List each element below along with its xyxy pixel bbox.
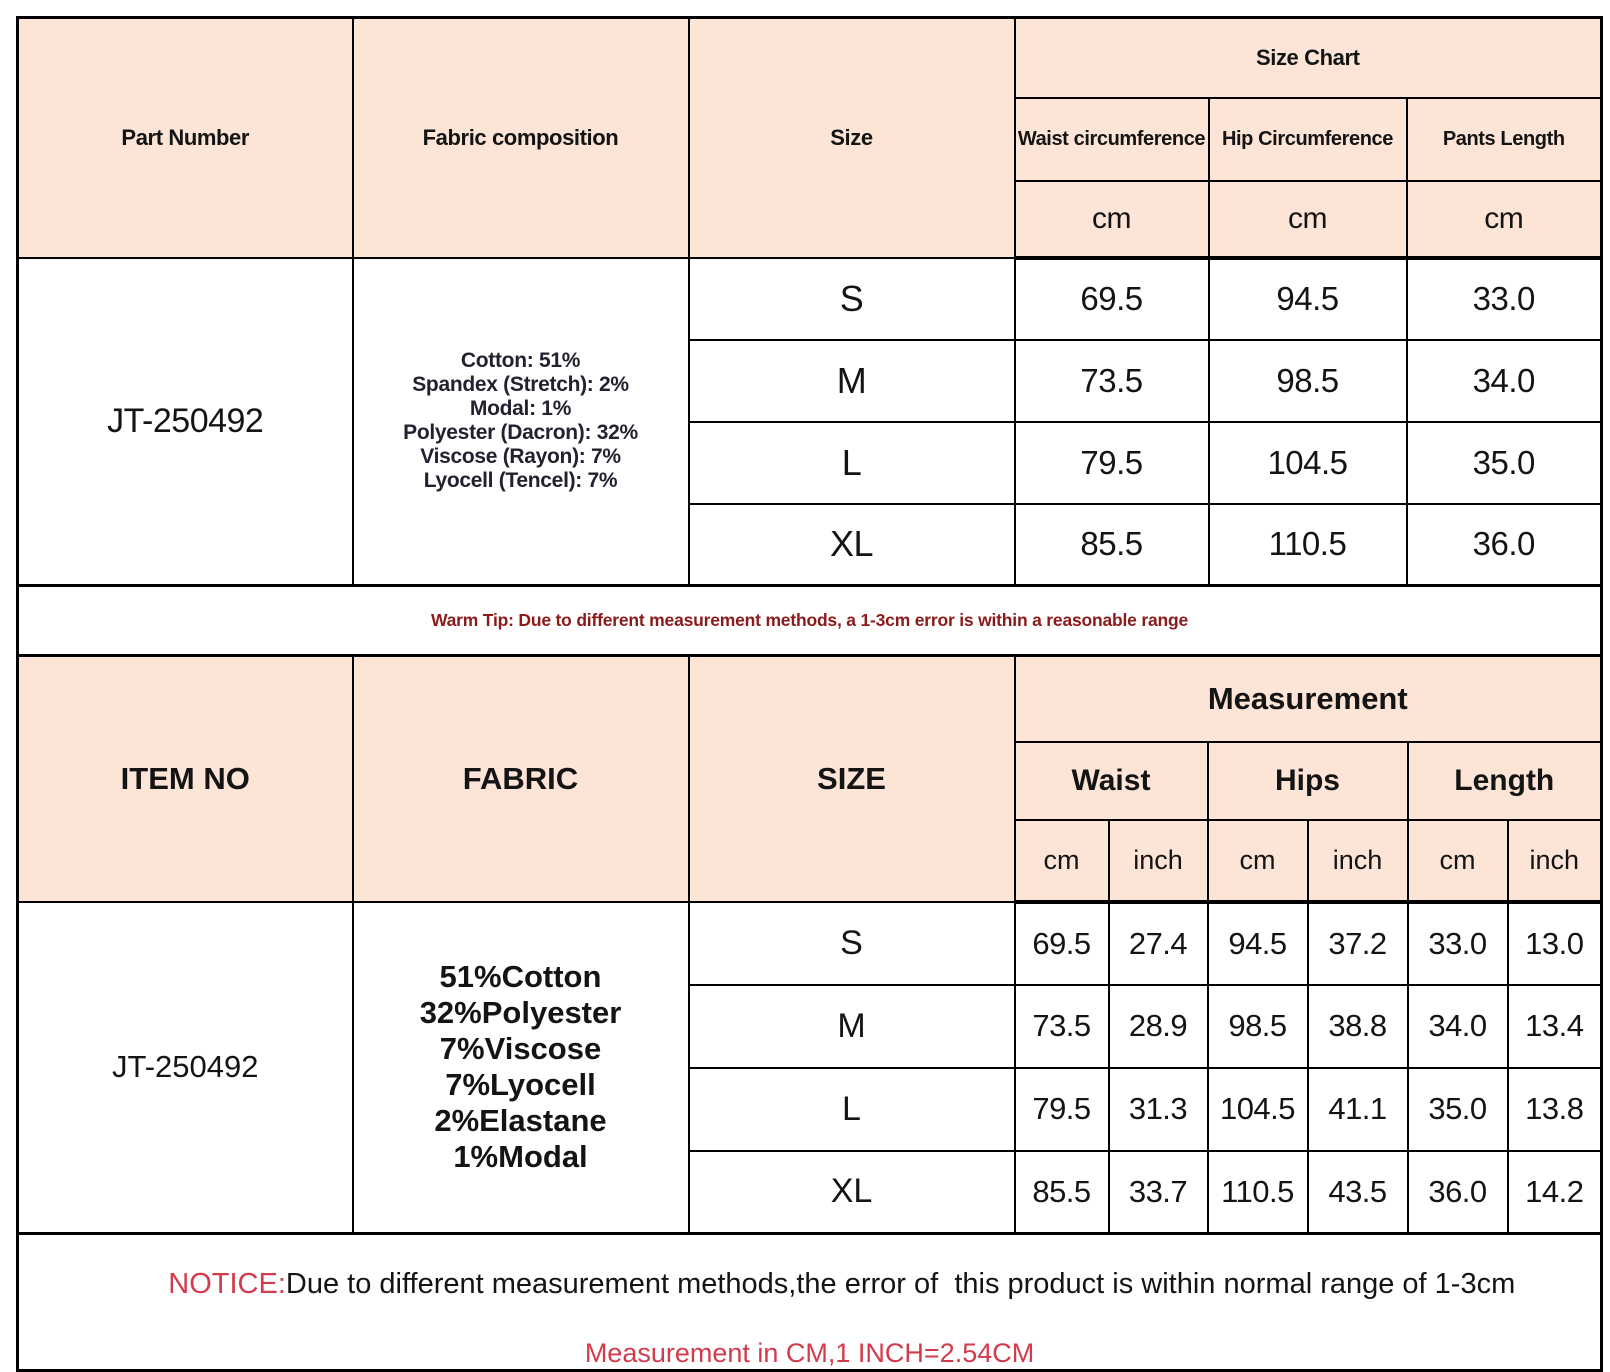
length-inch-unit: inch [1508,820,1602,902]
hip-circumference-header: Hip Circumference [1209,98,1407,181]
item-no-header: ITEM NO [18,656,353,902]
notice-text: Due to different measurement methods,the error of this product is within normal range of 1-3cm [285,1268,1516,1300]
waist-cm-value: 85.5 [1015,504,1209,586]
waist-cm-unit: cm [1015,820,1109,902]
length-cm-value: 36.0 [1408,1151,1508,1234]
fabric-composition-header: Fabric composition [353,18,689,258]
fabric-line: 1%Modal [453,1139,588,1175]
hips-inch-unit: inch [1308,820,1408,902]
length-header: Length [1408,742,1602,820]
fabric-line: Cotton: 51% [460,349,581,373]
warm-tip-note: Warm Tip: Due to different measurement methods, a 1-3cm error is within a reasonable range [18,586,1602,656]
length-inch-value: 14.2 [1508,1151,1602,1234]
fabric-line: 7%Lyocell [445,1067,596,1103]
notice-row [18,1234,1602,1371]
notice-cell [18,1234,1602,1371]
fabric-line: Viscose (Rayon): 7% [420,445,621,469]
measurement-header-row [18,656,1602,742]
hips-inch-value: 37.2 [1308,902,1408,985]
length-cm-unit: cm [1408,820,1508,902]
size-row-s [18,258,1602,340]
part-number-header: Part Number [18,18,353,258]
hips-cm-value: 94.5 [1208,902,1308,985]
fabric-composition-cell [353,258,689,586]
waist-inch-unit: inch [1109,820,1208,902]
fabric-line: 2%Elastane [434,1103,607,1139]
item-no-value: JT-250492 [18,902,353,1234]
size-label: M [689,985,1015,1068]
length-cm-value: 33.0 [1408,902,1508,985]
notice-label: NOTICE: [168,1268,286,1300]
waist-cm-value: 79.5 [1015,1068,1109,1151]
notice-line-1 [19,1235,1600,1334]
size-label: XL [689,1151,1015,1234]
hip-cm-value: 98.5 [1209,340,1407,422]
waist-inch-value: 27.4 [1109,902,1208,985]
hips-cm-value: 98.5 [1208,985,1308,1068]
size-label: M [689,340,1015,422]
hips-cm-value: 110.5 [1208,1151,1308,1234]
waist-cm-value: 85.5 [1015,1151,1109,1234]
waist-inch-value: 31.3 [1109,1068,1208,1151]
hips-cm-value: 104.5 [1208,1068,1308,1151]
waist-cm-value: 69.5 [1015,902,1109,985]
hip-cm-value: 94.5 [1209,258,1407,340]
length-unit-cell: cm [1407,181,1602,258]
length-cm-value: 35.0 [1408,1068,1508,1151]
size-header: SIZE [689,656,1015,902]
hips-inch-value: 38.8 [1308,985,1408,1068]
fabric-composition-list [354,335,688,507]
hips-cm-unit: cm [1208,820,1308,902]
waist-header: Waist [1015,742,1208,820]
length-inch-value: 13.0 [1508,902,1602,985]
fabric-line: 32%Polyester [419,995,622,1031]
fabric-line: 7%Viscose [439,1031,602,1067]
size-label: L [689,1068,1015,1151]
fabric-header: FABRIC [353,656,689,902]
size-label: L [689,422,1015,504]
waist-unit-cell: cm [1015,181,1209,258]
size-chart-title: Size Chart [1015,18,1602,98]
notice-conversion-line: Measurement in CM,1 INCH=2.54CM [584,1338,1035,1368]
length-cm-value: 33.0 [1407,258,1602,340]
hips-inch-value: 43.5 [1308,1151,1408,1234]
size-label: S [689,258,1015,340]
hip-cm-value: 104.5 [1209,422,1407,504]
waist-cm-value: 73.5 [1015,985,1109,1068]
size-label: XL [689,504,1015,586]
fabric-line: 51%Cotton [439,959,602,995]
hips-inch-value: 41.1 [1308,1068,1408,1151]
length-cm-value: 35.0 [1407,422,1602,504]
fabric-line: Lyocell (Tencel): 7% [423,469,618,493]
measurement-table [16,654,1603,1372]
pants-length-header: Pants Length [1407,98,1602,181]
length-inch-value: 13.8 [1508,1068,1602,1151]
waist-inch-value: 28.9 [1109,985,1208,1068]
fabric-cell [353,902,689,1234]
fabric-line: Polyester (Dacron): 32% [403,421,638,445]
length-cm-value: 36.0 [1407,504,1602,586]
length-cm-value: 34.0 [1407,340,1602,422]
hips-header: Hips [1208,742,1408,820]
size-label: S [689,902,1015,985]
waist-cm-value: 73.5 [1015,340,1209,422]
size-chart-header-row [18,18,1602,98]
length-cm-value: 34.0 [1408,985,1508,1068]
fabric-list [354,941,688,1193]
size-chart-table [16,16,1603,657]
size-header: Size [689,18,1015,258]
waist-inch-value: 33.7 [1109,1151,1208,1234]
hip-unit-cell: cm [1209,181,1407,258]
waist-circumference-header: Waist circumference [1015,98,1209,181]
measurement-row-s [18,902,1602,985]
fabric-line: Modal: 1% [469,397,572,421]
waist-cm-value: 69.5 [1015,258,1209,340]
length-inch-value: 13.4 [1508,985,1602,1068]
warm-tip-row [18,586,1602,656]
fabric-line: Spandex (Stretch): 2% [412,373,629,397]
hip-cm-value: 110.5 [1209,504,1407,586]
waist-cm-value: 79.5 [1015,422,1209,504]
part-number-value: JT-250492 [18,258,353,586]
measurement-title: Measurement [1015,656,1602,742]
